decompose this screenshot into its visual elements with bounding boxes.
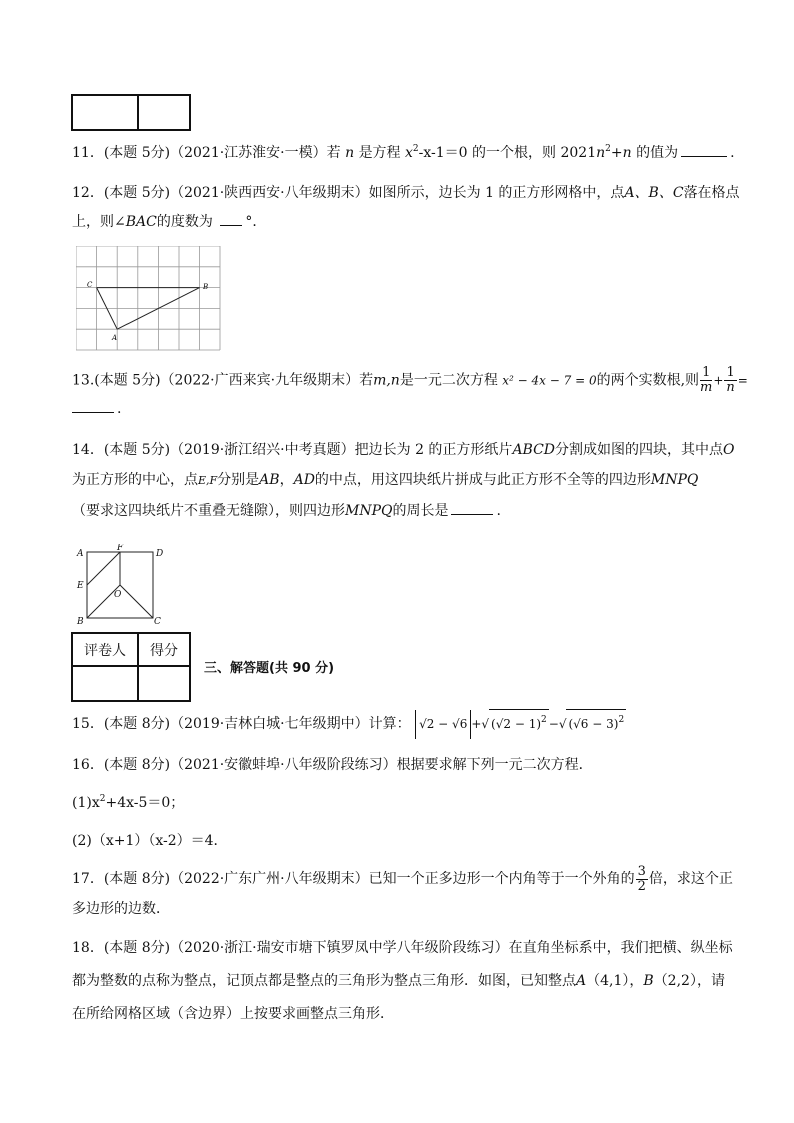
- q14-ab: AB: [259, 472, 280, 488]
- q16-part1: (1)x: [72, 795, 100, 811]
- q14-segment-fe: [87, 552, 120, 585]
- q13-eqsign: =: [737, 373, 748, 388]
- q11-var-n: n: [345, 145, 355, 161]
- q13-plus: +: [713, 373, 724, 388]
- q13-frac-1: $\frac{1}{m}$: [700, 365, 713, 395]
- q13-equation: x² − 4x − 7 = 0: [502, 373, 597, 388]
- q15-minus: −: [548, 717, 559, 731]
- q14-abcd: ABCD: [512, 442, 556, 458]
- q14-line1: 14．(本题 5分)（2019·浙江绍兴·中考真题）把边长为 2 的正方形纸片: [72, 442, 513, 458]
- question-15: 15．(本题 8分)（2019·吉林白城·七年级期中）计算： √2 − √6 +√ $(√2 - 1)^2$ −√ $(√6 - 3)^2$: [72, 709, 727, 739]
- q14-ef: E,F: [198, 474, 218, 487]
- q14-line3-mid: 的周长是: [392, 503, 449, 519]
- section3-title: 三、解答题(共 90 分): [204, 661, 335, 676]
- q16-text: 16．(本题 8分)（2021·安徽蚌埠·八年级阶段练习）根据要求解下列一元二次方程．: [72, 757, 593, 773]
- q11-answer-blank[interactable]: [681, 142, 727, 157]
- q18-line1: 18．(本题 8分)（2020·浙江·瑞安市塘下镇罗凤中学八年级阶段练习）在直角坐标系中，我们把横、纵坐标: [72, 940, 733, 956]
- q15-expr-b: (√2 − 1): [491, 717, 542, 731]
- q11-end: .: [730, 145, 735, 161]
- score-cell[interactable]: [138, 666, 190, 701]
- q12-angle: BAC: [125, 214, 157, 230]
- q17-line1: 17．(本题 8分)（2022·广东广州·八年级期末）已知一个正多边形一个内角等于一个外角的: [72, 871, 635, 887]
- q14-ad: AD: [293, 472, 315, 488]
- q11-text: 是方程: [358, 145, 401, 161]
- q18-point-a: A: [576, 973, 587, 989]
- q14-line3: （要求这四块纸片不重叠无缝隙），则四边形: [72, 503, 345, 519]
- q14-square-figure: [74, 544, 170, 626]
- q12-line2-tail: 的度数为: [156, 214, 213, 230]
- q16-part1-exp: 2: [99, 794, 106, 804]
- q15-rad-1: $(√2 - 1)^2$: [489, 709, 549, 739]
- q13-line1: 13.(本题 5分)（2022·广西来宾·九年级期末）若: [72, 372, 374, 389]
- q11-n2-exp: 2: [605, 144, 611, 154]
- q12-points: A、B、C: [624, 185, 684, 201]
- q12-label-c: C: [87, 281, 93, 289]
- q11-prefix: 11．(本题 5分)（2021·江苏淮安·一模）若: [72, 145, 341, 161]
- q14-end: .: [496, 503, 501, 519]
- q12-line1-tail: 落在格点: [683, 185, 740, 201]
- q12-grid-figure: [76, 246, 222, 352]
- q15-text: 15．(本题 8分)（2019·吉林白城·七年级期中）计算：: [72, 716, 411, 732]
- score-header: 得分: [138, 633, 190, 666]
- q14-comma: ，: [279, 472, 294, 488]
- q12-label-a: A: [112, 334, 118, 342]
- section3-score-table: [71, 632, 191, 702]
- q14-line2-mid: 分别是: [217, 472, 260, 488]
- q18-point-b: B: [643, 973, 654, 989]
- q11-plus-n: +n: [610, 145, 632, 161]
- q13-vars: m,n: [373, 372, 400, 389]
- question-16: [72, 746, 727, 860]
- q17-line2: 多边形的边数．: [72, 901, 170, 917]
- q14-label-c: C: [154, 617, 161, 626]
- q13-line1-mid: 是一元二次方程: [399, 372, 498, 389]
- q13-end: .: [117, 401, 122, 417]
- grader-header: 评卷人: [72, 633, 138, 666]
- q14-line2-tail: 的中点，用这四块纸片拼成与此正方形不全等的四边形: [314, 472, 651, 488]
- q12-line1: 12．(本题 5分)（2021·陕西西安·八年级期末）如图所示，边长为 1 的正方形网格中，点: [72, 185, 625, 201]
- question-18: [72, 932, 733, 1031]
- q17-line1-tail: 倍，求这个正: [648, 871, 733, 887]
- q18-line2: 都为整数的点称为整点，记顶点都是整点的三角形为整点三角形．如图，已知整点: [72, 973, 576, 989]
- question-12: [72, 179, 740, 237]
- q14-line1-mid: 分割成如图的四块，其中点: [555, 442, 724, 458]
- q14-label-o: O: [114, 590, 122, 600]
- q11-eq-x: x: [405, 145, 413, 161]
- q11-n2: n: [596, 145, 606, 161]
- top-score-table: [71, 94, 191, 131]
- q12-degree: °．: [245, 214, 267, 230]
- q14-label-e: E: [77, 581, 84, 591]
- q11-tail: 的值为: [636, 145, 679, 161]
- q15-plus: +: [471, 717, 482, 731]
- q15-abs-expr: √2 − √6: [415, 710, 471, 739]
- q12-answer-blank[interactable]: [220, 211, 242, 226]
- top-score-cell-2: [138, 95, 190, 130]
- question-13: [72, 365, 748, 420]
- q15-rad-2: $(√6 - 3)^2$: [566, 709, 626, 739]
- question-11: [72, 139, 735, 168]
- q14-segment-oc: [120, 585, 153, 618]
- q12-line2: 上，则∠: [72, 214, 126, 230]
- q12-label-b: B: [203, 283, 209, 291]
- q16-part1-rest: +4x-5＝0；: [105, 795, 185, 811]
- q14-answer-blank[interactable]: [451, 500, 493, 515]
- q11-eq-exp: 2: [412, 144, 419, 154]
- q17-fraction: $\frac{3}{2}$: [637, 863, 646, 894]
- q14-line2: 为正方形的中心，点: [72, 472, 198, 488]
- q18-line3: 在所给网格区域（含边界）上按要求画整点三角形．: [72, 1006, 394, 1022]
- q14-mnpq: MNPQ: [650, 472, 699, 488]
- q16-part2: (2)（x+1）（x-2）＝4．: [72, 833, 228, 849]
- q14-mnpq-2: MNPQ: [345, 503, 393, 519]
- q18-point-a-coord: （4,1），: [586, 973, 644, 989]
- q13-line1-tail: 的两个实数根,则: [596, 372, 700, 389]
- q11-eq-rest: -x-1＝0 的一个根，则 2021: [418, 145, 597, 161]
- q13-frac-2: $\frac{1}{n}$: [726, 365, 735, 395]
- q15-expr-c: (√6 − 3): [568, 717, 619, 731]
- question-17: [72, 863, 733, 924]
- top-score-cell-1: [72, 95, 138, 130]
- q14-label-b: B: [77, 617, 84, 626]
- q14-o: O: [723, 442, 735, 458]
- q13-answer-blank[interactable]: [72, 398, 114, 413]
- q14-label-f: F: [117, 544, 124, 553]
- grader-cell[interactable]: [72, 666, 138, 701]
- q18-point-b-coord: （2,2），请: [653, 973, 725, 989]
- q14-label-d: D: [156, 549, 164, 559]
- q14-label-a: A: [77, 549, 84, 559]
- question-14: [72, 435, 735, 526]
